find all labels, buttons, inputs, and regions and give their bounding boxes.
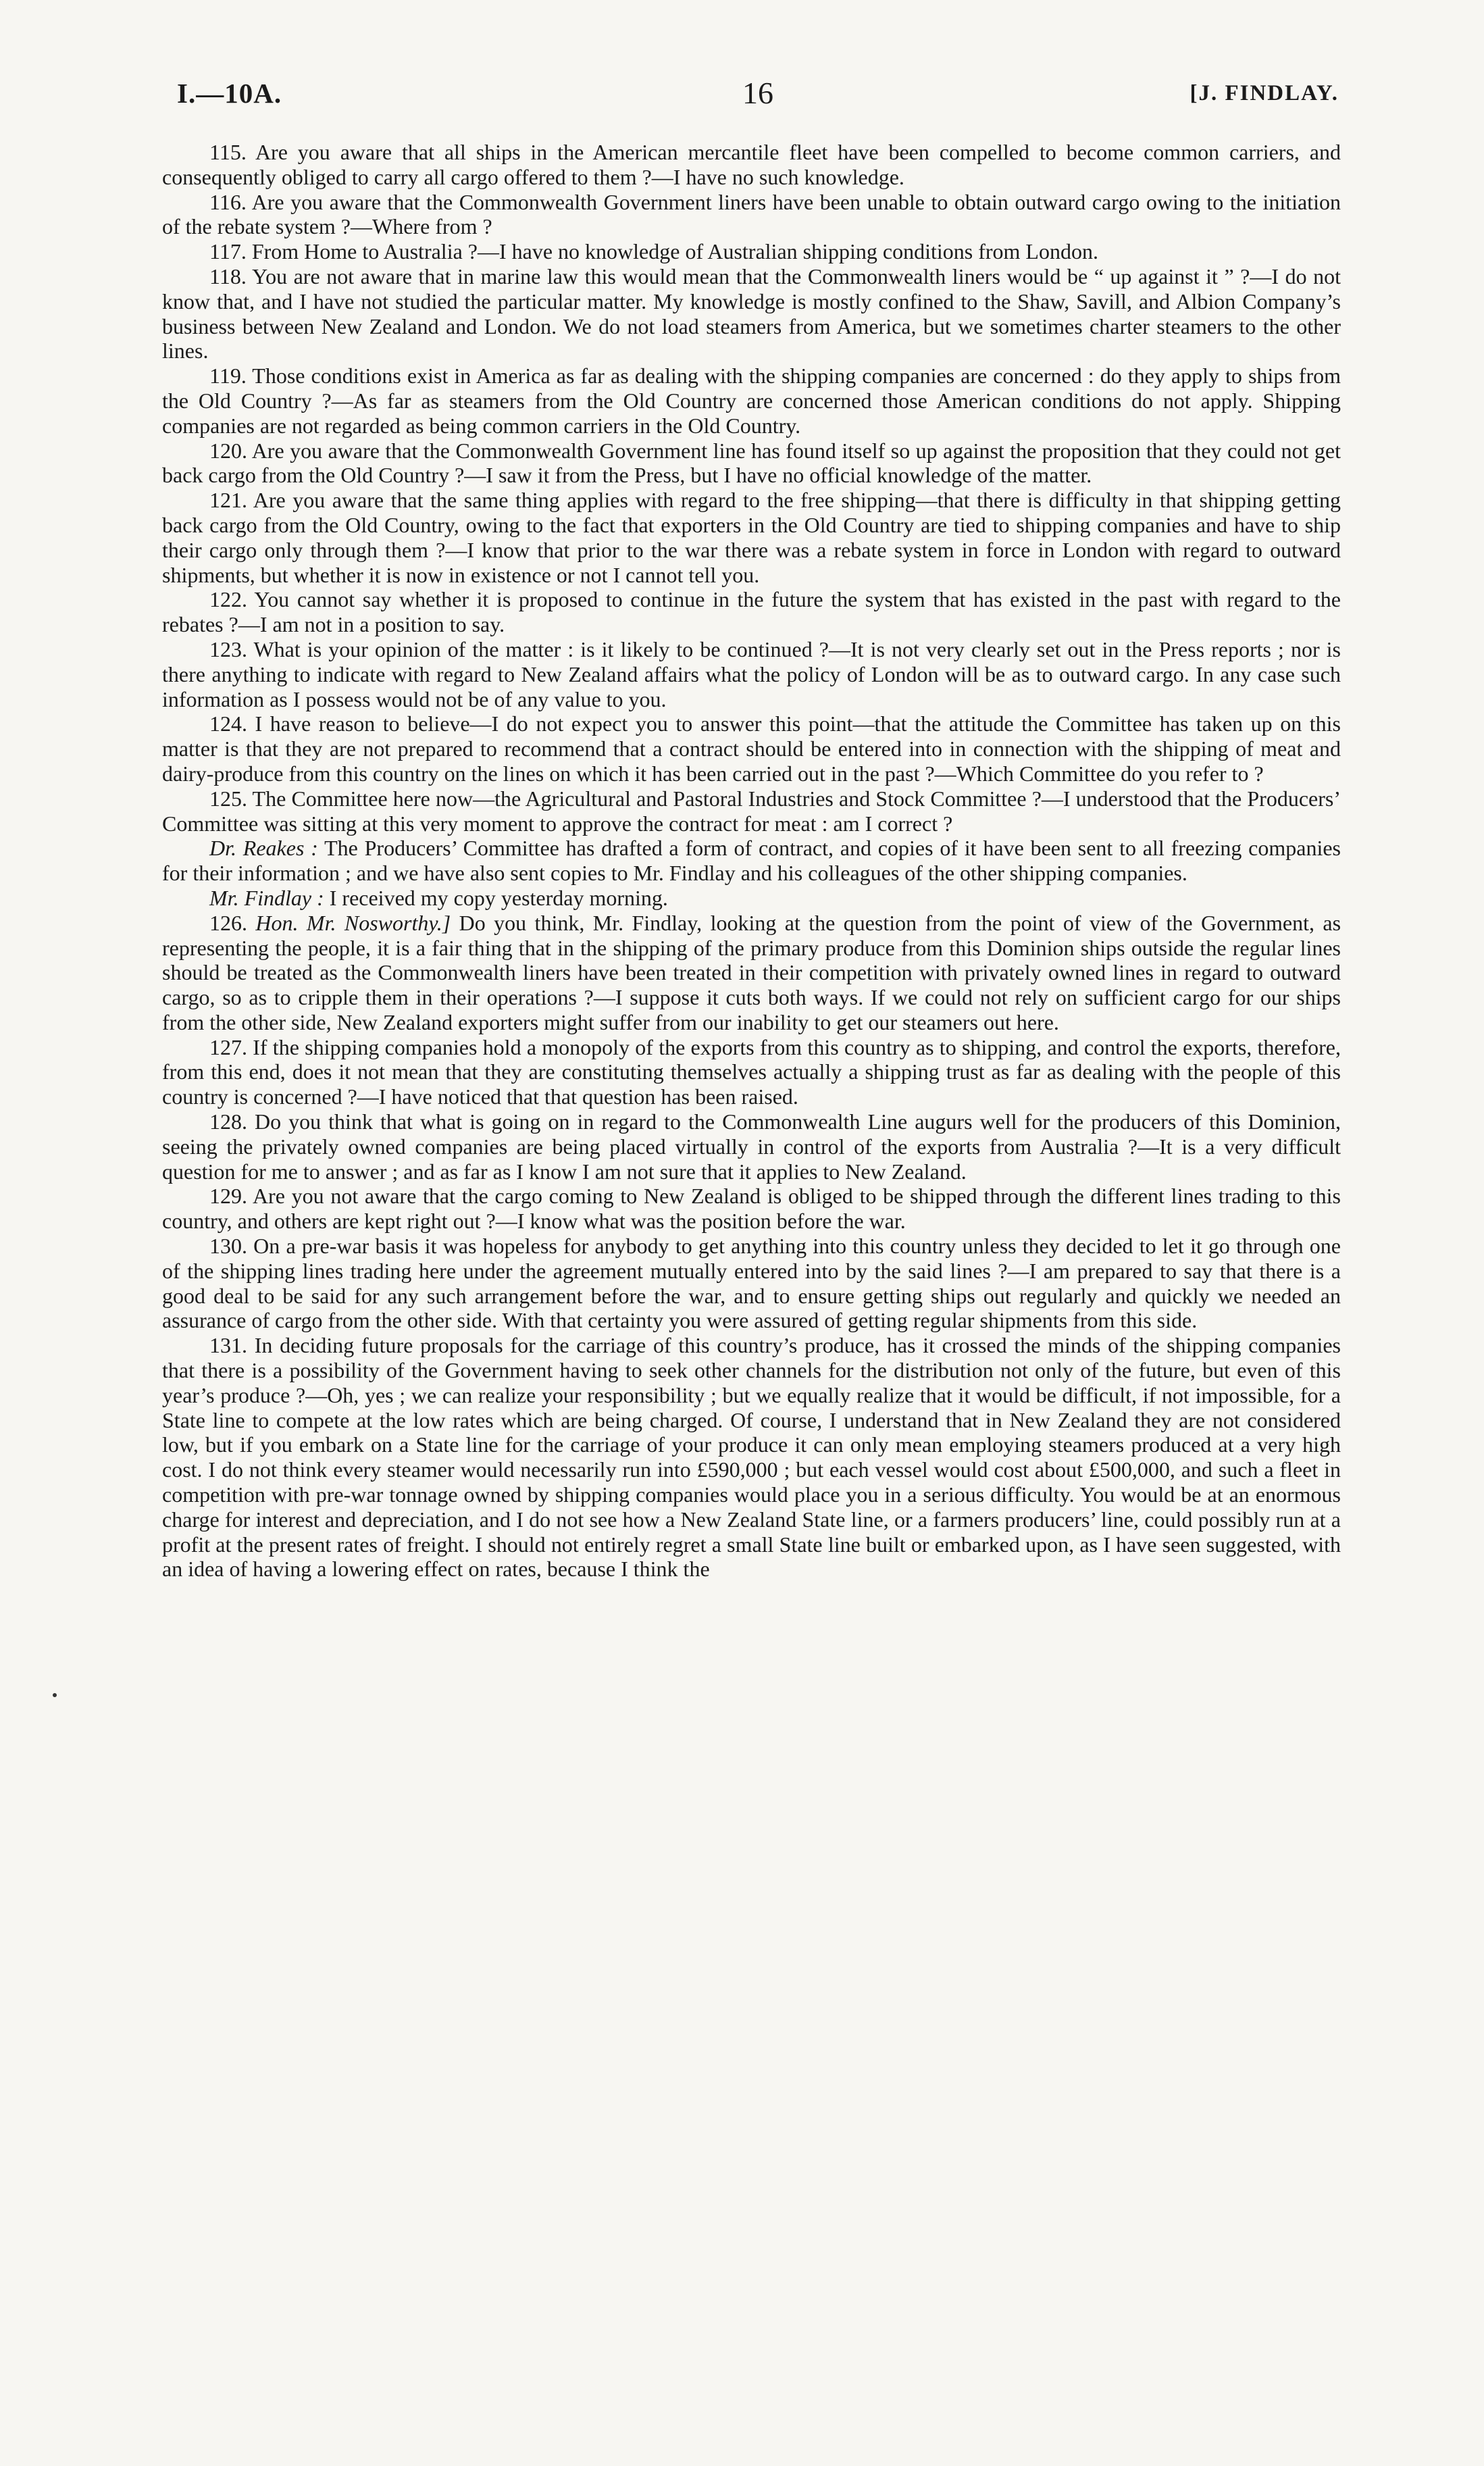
question-text: Do you think, Mr. Findlay, looking at the question from the point of view of the Government, as representing the people, it is a fair thing that in the shipping of the primary produce from this Dominion ships outside the regular lines should be treated as the Commonwealth liners have been treated in their competition with privately owned lines in regard to outward cargo, so as to cripple them in their operations ?—I suppose it cuts both ways. If we could not rely on sufficient cargo for our ships from the other side, New Zealand exporters might suffer from our inability to get our steamers out here. bbox=[162, 910, 1341, 1034]
statement-text: I received my copy yesterday morning. bbox=[329, 885, 668, 910]
question-130: 130. On a pre-war basis it was hopeless for anybody to get anything into this country unless they decided to let it go through one of the shipping lines trading here under the agreement mutually entered into by the said lines ?—I am prepared to say that there is a good deal to be said for any such arrangement before the war, and to ensure getting ships out regularly and quickly we needed an assurance of cargo from the other side. With that certainty you were assured of getting regular shipments from this side. bbox=[162, 1234, 1341, 1333]
speaker-name: Hon. Mr. Nosworthy.] bbox=[255, 910, 451, 935]
statement-text: The Producers’ Committee has drafted a form of contract, and copies of it have been sent to all freezing companies for their information ; and we have also sent copies to Mr. Findlay and his colleagues of the other shipping companies. bbox=[162, 836, 1341, 886]
question-115: 115. Are you aware that all ships in the American mercantile fleet have been compelled to become common carriers, and consequently obliged to carry all cargo offered to them ?—I have no such knowledge. bbox=[162, 140, 1341, 189]
question-129: 129. Are you not aware that the cargo coming to New Zealand is obliged to be shipped through the different lines trading to this country, and others are kept right out ?—I know what was the position before the war. bbox=[162, 1184, 1341, 1234]
question-120: 120. Are you aware that the Commonwealth Government line has found itself so up against the proposition that they could not get back cargo from the Old Country ?—I saw it from the Press, but I have no official knowledge of the matter. bbox=[162, 438, 1341, 488]
scan-speck bbox=[53, 1693, 57, 1697]
statement-dr-reakes bbox=[162, 836, 1341, 886]
question-118: 118. You are not aware that in marine law this would mean that the Commonwealth liners would be “ up against it ” ?—I do not know that, and I have not studied the particular matter. My knowledge is mostly confined to the Shaw, Savill, and Albion Company’s business between New Zealand and London. We do not load steamers from America, but we sometimes charter steamers to the other lines. bbox=[162, 263, 1341, 363]
question-122: 122. You cannot say whether it is proposed to continue in the future the system that has existed in the past with regard to the rebates ?—I am not in a position to say. bbox=[162, 587, 1341, 637]
question-123: 123. What is your opinion of the matter : is it likely to be continued ?—It is not very clearly set out in the Press reports ; nor is there anything to indicate with regard to New Zealand affairs what the policy of London will be as to outward cargo. In any case such information as I possess would not be of any value to you. bbox=[162, 636, 1341, 711]
witness-name: [J. FINDLAY. bbox=[1189, 81, 1339, 105]
question-117: 117. From Home to Australia ?—I have no knowledge of Australian shipping conditions from London. bbox=[209, 239, 1098, 264]
question-125: 125. The Committee here now—the Agricultural and Pastoral Industries and Stock Committee ?—I understood that the Producers’ Committee was sitting at this very moment to approve the contract for meat : am I correct ? bbox=[162, 786, 1341, 836]
paper-reference: I.—10A. bbox=[177, 78, 282, 109]
question-116: 116. Are you aware that the Commonwealth Government liners have been unable to obtain outward cargo owing to the initiation of the rebate system ?—Where from ? bbox=[162, 189, 1341, 239]
speaker-name: Mr. Findlay : bbox=[209, 885, 324, 910]
running-head bbox=[177, 73, 1339, 114]
evidence-text bbox=[162, 140, 1341, 1582]
question-128: 128. Do you think that what is going on in regard to the Commonwealth Line augurs well for the producers of this Dominion, seeing the privately owned companies are being placed virtually in control of the exports from Australia ?—It is a very difficult question for me to answer ; and as far as I know I am not sure that it applies to New Zealand. bbox=[162, 1109, 1341, 1184]
question-124: 124. I have reason to believe—I do not expect you to answer this point—that the attitude the Committee has taken up on this matter is that they are not prepared to recommend that a contract should be entered into in connection with the shipping of meat and dairy-produce from this country on the lines on which it has been carried out in the past ?—Which Committee do you refer to ? bbox=[162, 711, 1341, 786]
speaker-name: Dr. Reakes : bbox=[209, 836, 318, 861]
question-number: 126. bbox=[209, 910, 247, 935]
question-126 bbox=[162, 911, 1341, 1035]
statement-mr-findlay bbox=[162, 886, 1341, 911]
question-131: 131. In deciding future proposals for the carriage of this country’s produce, has it crossed the minds of the shipping companies that there is a possibility of the Government having to seek other channels for the distribution not only of the future, but even of this year’s produce ?—Oh, yes ; we can realize your responsibility ; but we equally realize that it would be difficult, if not impossible, for a State line to compete at the low rates which are being charged. Of course, I understand that in New Zealand they are not considered low, but if you embark on a State line for the carriage of your produce it can only mean employing steamers produced at a very high cost. I do not think every steamer would necessarily run into £590,000 ; but each vessel would cost about £500,000, and such a fleet in competition with pre-war tonnage owned by shipping companies would place you in a serious difficulty. You would be at an enormous charge for interest and depreciation, and I do not see how a New Zealand State line, or a farmers producers’ line, could possibly run at a profit at the present rates of freight. I should not entirely regret a small State line built or embarked upon, as I have seen suggested, with an idea of having a lowering effect on rates, because I think the bbox=[162, 1333, 1341, 1582]
question-121: 121. Are you aware that the same thing applies with regard to the free shipping—that there is difficulty in that shipping getting back cargo from the Old Country, owing to the fact that exporters in the Old Country are tied to shipping companies and have to ship their cargo only through them ?—I know that prior to the war there was a rebate system in force in London with regard to outward shipments, but whether it is now in existence or not I cannot tell you. bbox=[162, 488, 1341, 587]
page-number: 16 bbox=[742, 76, 773, 110]
question-127: 127. If the shipping companies hold a monopoly of the exports from this country as to shipping, and control the exports, therefore, from this end, does it not mean that they are constituting themselves actually a shipping trust as far as dealing with the people of this country is concerned ?—I have noticed that that question has been raised. bbox=[162, 1034, 1341, 1109]
question-119: 119. Those conditions exist in America as far as dealing with the shipping companies are concerned : do they apply to ships from the Old Country ?—As far as steamers from the Old Country are concerned those American conditions do not apply. Shipping companies are not regarded as being common carriers in the Old Country. bbox=[162, 363, 1341, 438]
